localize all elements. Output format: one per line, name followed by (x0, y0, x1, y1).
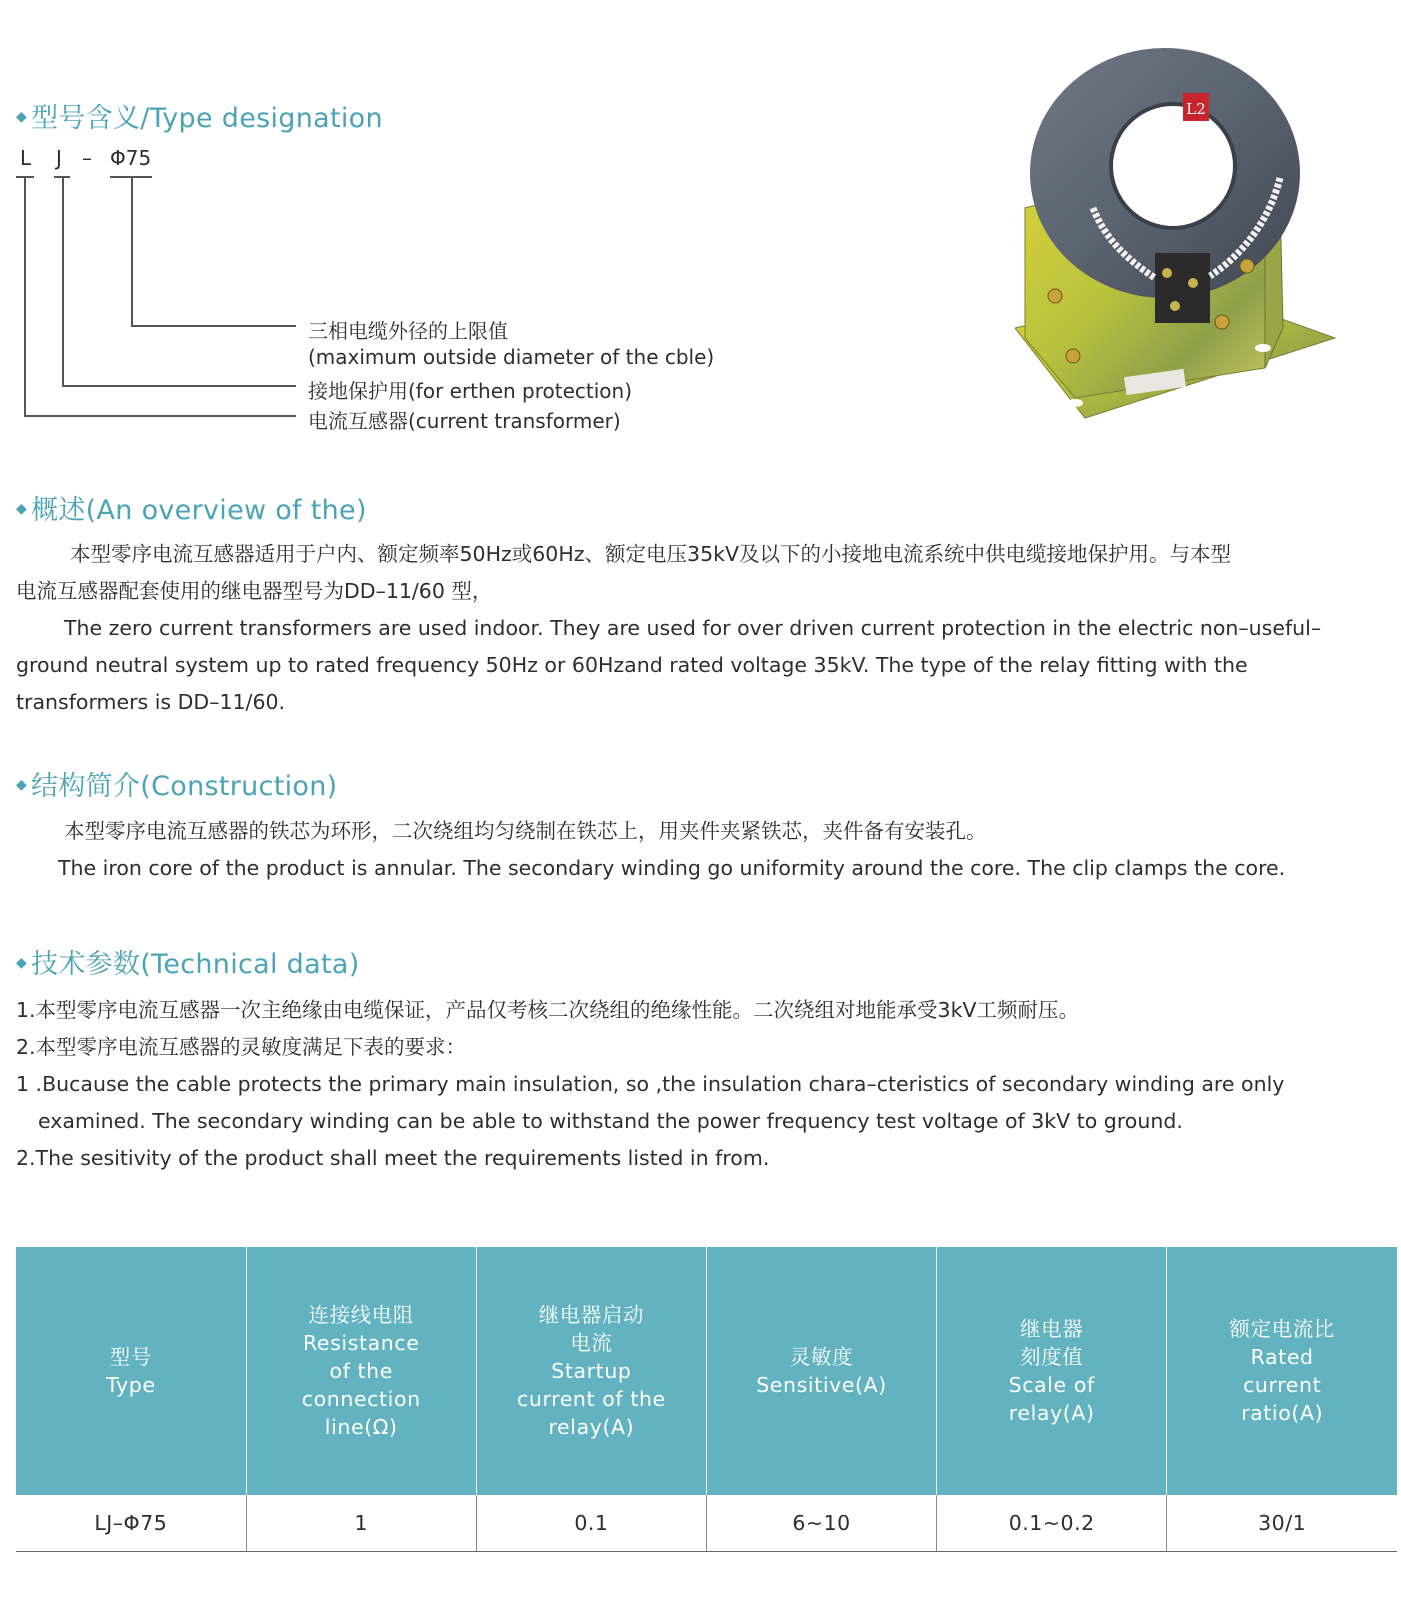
terminal-block (1155, 253, 1210, 323)
bolt (1066, 349, 1080, 363)
heading-overview (16, 488, 367, 527)
header-line: Startup (551, 1359, 632, 1383)
ring-label: L2 (1186, 100, 1206, 118)
header-line: 额定电流比 (1229, 1317, 1335, 1341)
bolt (1215, 315, 1229, 329)
construction-en: The iron core of the product is annular. The secondary winding go uniformity around the core. The clip clamps the core. (58, 856, 1286, 880)
bolt (1240, 259, 1254, 273)
header-startup-current (476, 1247, 706, 1495)
header-line: 刻度值 (1020, 1345, 1084, 1369)
heading-text: 型号含义/Type designation (31, 103, 383, 134)
cell-sensitive: 6~10 (706, 1495, 936, 1552)
diamond-bullet-icon: ◆ (16, 108, 28, 125)
overview-cn-line2: 电流互感器配套使用的继电器型号为DD–11/60 型， (16, 579, 493, 603)
header-line: ratio(A) (1241, 1401, 1324, 1425)
header-line: 继电器启动 (538, 1303, 645, 1327)
technical-en1b: examined. The secondary winding can be able to withstand the power frequency test voltage of 3kV to ground. (38, 1109, 1183, 1133)
sensitivity-table (16, 1247, 1397, 1552)
header-line: connection (301, 1387, 421, 1411)
header-line: 继电器 (1020, 1317, 1084, 1341)
diamond-bullet-icon: ◆ (16, 500, 28, 517)
header-line: 电流 (570, 1331, 613, 1355)
header-line: 灵敏度 (789, 1345, 854, 1369)
header-line: Sensitive(A) (756, 1373, 887, 1397)
header-line: 连接线电阻 (308, 1303, 414, 1327)
overview-en-line1: The zero current transformers are used indoor. They are used for over driven current protection in the electric non–useful– (64, 616, 1322, 640)
header-rated-ratio (1167, 1247, 1397, 1495)
mounting-hole (1067, 399, 1083, 407)
cell-scale: 0.1~0.2 (937, 1495, 1167, 1552)
table-header-row (16, 1247, 1397, 1495)
construction-cn: 本型零序电流互感器的铁芯为环形，二次绕组均匀绕制在铁芯上，用夹件夹紧铁芯，夹件备有安装孔。 (64, 819, 987, 843)
cell-type: LJ–Φ75 (16, 1495, 246, 1552)
header-line: current of the (516, 1387, 666, 1411)
code-dash: – (82, 146, 92, 170)
code-letter-l: L (20, 146, 32, 170)
code-letter-j: J (56, 146, 62, 170)
terminal-screw (1162, 268, 1172, 278)
cell-resistance: 1 (246, 1495, 476, 1552)
heading-construction (16, 764, 337, 803)
diamond-bullet-icon: ◆ (16, 954, 28, 971)
header-sensitive (706, 1247, 936, 1495)
header-line: 型号 (109, 1345, 152, 1369)
header-resistance (246, 1247, 476, 1495)
header-line: Type (106, 1373, 156, 1397)
header-line: line(Ω) (324, 1415, 398, 1439)
header-line: of the (329, 1359, 393, 1383)
technical-en1a: 1 .Bucause the cable protects the primary main insulation, so ,the insulation chara–cteristics of secondary winding are only (16, 1072, 1285, 1096)
technical-cn1: 1.本型零序电流互感器一次主绝缘由电缆保证，产品仅考核二次绕组的绝缘性能。二次绕组对地能承受3kV工频耐压。 (16, 998, 1079, 1022)
overview-en-line2: ground neutral system up to rated frequency 50Hz or 60Hzand rated voltage 35kV. The type of the relay fitting with the (16, 653, 1248, 677)
header-line: relay(A) (548, 1415, 635, 1439)
leader-phi-vertical (131, 176, 133, 326)
header-line: current (1243, 1373, 1322, 1397)
heading-technical (16, 942, 360, 981)
heading-text: 技术参数(Technical data) (31, 949, 360, 980)
leader-l-vertical (24, 176, 26, 416)
leader-j-horizontal (62, 385, 296, 387)
leader-j-vertical (62, 176, 64, 386)
desc-j: 接地保护用(for erthen protection) (308, 379, 633, 403)
header-line: Scale of (1008, 1373, 1095, 1397)
terminal-screw (1188, 278, 1198, 288)
table-row (16, 1495, 1397, 1552)
bolt (1048, 289, 1062, 303)
heading-type-designation (16, 96, 383, 135)
cell-startup-current: 0.1 (476, 1495, 706, 1552)
terminal-screw (1170, 301, 1180, 311)
code-phi: Φ75 (110, 146, 152, 170)
leader-phi-horizontal (131, 325, 296, 327)
header-line: Rated (1250, 1345, 1314, 1369)
technical-en2: 2.The sesitivity of the product shall meet the requirements listed in from. (16, 1146, 770, 1170)
heading-text: 结构简介(Construction) (31, 771, 338, 802)
technical-cn2: 2.本型零序电流互感器的灵敏度满足下表的要求： (16, 1035, 467, 1059)
overview-cn-line1: 本型零序电流互感器适用于户内、额定频率50Hz或60Hz、额定电压35kV及以下的小接地电流系统中供电缆接地保护用。与本型 (70, 542, 1231, 566)
header-type (16, 1247, 246, 1495)
mounting-hole (1255, 344, 1271, 352)
desc-l: 电流互感器(current transformer) (308, 409, 621, 433)
product-image (1015, 38, 1345, 438)
heading-text: 概述(An overview of the) (31, 495, 367, 526)
header-scale (937, 1247, 1167, 1495)
header-line: relay(A) (1008, 1401, 1095, 1425)
overview-en-line3: transformers is DD–11/60. (16, 690, 286, 714)
desc-phi-cn: 三相电缆外径的上限值 (308, 319, 508, 343)
leader-l-horizontal (24, 415, 296, 417)
header-line: Resistance (303, 1331, 420, 1355)
desc-phi-en: (maximum outside diameter of the cble) (308, 345, 715, 369)
diamond-bullet-icon: ◆ (16, 776, 28, 793)
cell-rated-ratio: 30/1 (1167, 1495, 1397, 1552)
